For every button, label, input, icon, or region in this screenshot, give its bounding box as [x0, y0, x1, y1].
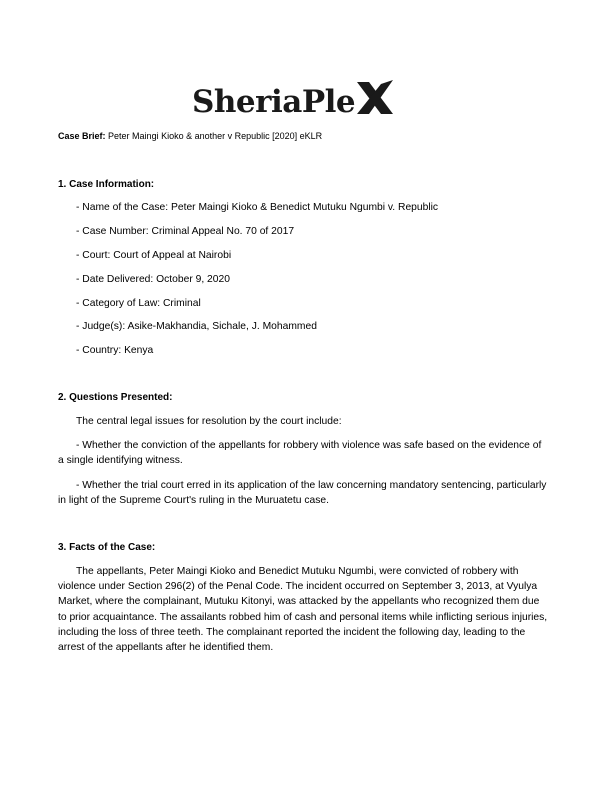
case-info-item: - Date Delivered: October 9, 2020 — [76, 274, 230, 285]
question-item: - Whether the trial court erred in its application of the law concerning mandatory sentencing, particularly in light of the Supreme Court's ruling in the Muruatetu case. — [58, 480, 547, 507]
facts-paragraph: The appellants, Peter Maingi Kioko and Benedict Mutuku Ngumbi, were convicted of robbery with violence under Section 296(2) of the Penal Code. The incident occurred on September 3, 2013, at Vyulya Market, where the complainant, Mutuku Kitonyi, was attacked by the appellants who recognized them due to prior acquaintance. The assailants robbed him of cash and personal items while inflicting serious injuries, including the loss of three teeth. The complainant reported the incident the following day, leading to the arrest of the appellants after he identified them. — [58, 566, 548, 654]
questions-intro: The central legal issues for resolution by the court include: — [76, 416, 342, 427]
question-item: - Whether the conviction of the appellants for robbery with violence was safe based on the evidence of a single identifying witness. — [58, 440, 542, 467]
case-info-item: - Court: Court of Appeal at Nairobi — [76, 250, 232, 261]
logo-text: SheriaPle — [192, 84, 356, 120]
section-heading-questions-presented: 2. Questions Presented: — [58, 392, 173, 403]
section-heading-case-information: 1. Case Information: — [58, 179, 155, 190]
case-info-item: - Category of Law: Criminal — [76, 298, 201, 309]
case-info-item: - Country: Kenya — [76, 345, 154, 356]
case-brief-title: Peter Maingi Kioko & another v Republic [2020] eKLR — [108, 131, 323, 141]
case-brief-line — [58, 130, 322, 142]
case-brief-label: Case Brief: — [58, 131, 106, 141]
case-info-item: - Case Number: Criminal Appeal No. 70 of 2017 — [76, 226, 295, 237]
case-info-item: - Judge(s): Asike-Makhandia, Sichale, J. Mohammed — [76, 321, 317, 332]
logo-x-mark-icon — [355, 78, 395, 118]
section-heading-facts: 3. Facts of the Case: — [58, 542, 156, 553]
case-info-item: - Name of the Case: Peter Maingi Kioko & Benedict Mutuku Ngumbi v. Republic — [76, 202, 439, 213]
sheriaplex-logo — [192, 76, 395, 118]
